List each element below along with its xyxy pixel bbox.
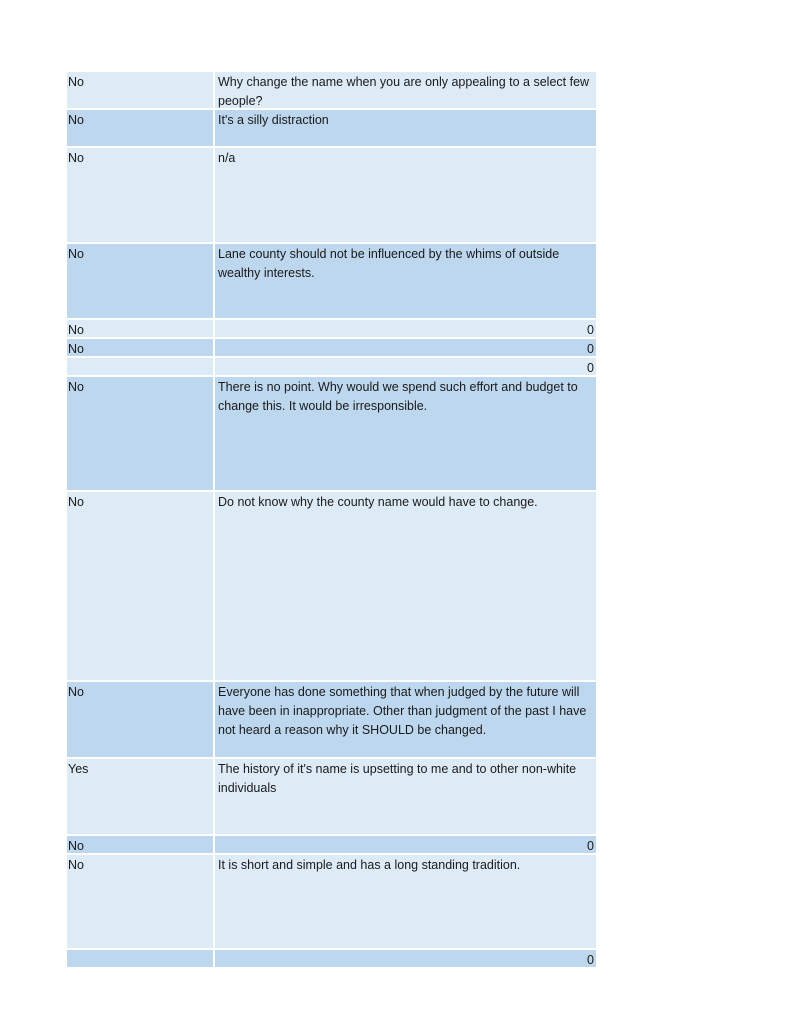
- table-row: [67, 339, 596, 358]
- answer-cell: No: [67, 244, 215, 318]
- table-row: [67, 759, 596, 836]
- table-row: [67, 377, 596, 492]
- answer-cell: No: [67, 492, 215, 680]
- answer-cell: [67, 950, 215, 967]
- answer-cell: No: [67, 836, 215, 853]
- answer-cell: No: [67, 682, 215, 757]
- comment-cell: 0: [587, 342, 594, 356]
- table-row: [67, 320, 596, 339]
- spreadsheet-table: [67, 72, 596, 969]
- comment-cell: The history of it's name is upsetting to me and to other non-white individuals: [218, 762, 577, 795]
- answer-cell: [67, 358, 215, 375]
- answer-cell: No: [67, 377, 215, 490]
- comment-cell: 0: [587, 323, 594, 337]
- answer-cell: No: [67, 72, 215, 108]
- comment-cell: Why change the name when you are only appealing to a select few people?: [218, 75, 590, 108]
- comment-cell: n/a: [218, 151, 236, 165]
- answer-cell: No: [67, 320, 215, 337]
- table-row: [67, 358, 596, 377]
- answer-cell: No: [67, 339, 215, 356]
- comment-cell: Do not know why the county name would have to change.: [218, 495, 538, 509]
- table-row: [67, 855, 596, 950]
- comment-cell: 0: [587, 953, 594, 967]
- table-row: [67, 148, 596, 244]
- table-row: [67, 492, 596, 682]
- table-row: [67, 682, 596, 759]
- table-row: [67, 836, 596, 855]
- table-row: [67, 110, 596, 148]
- comment-cell: It's a silly distraction: [218, 113, 329, 127]
- comment-cell: 0: [587, 361, 594, 375]
- comment-cell: Lane county should not be influenced by the whims of outside wealthy interests.: [218, 247, 560, 280]
- answer-cell: Yes: [67, 759, 215, 834]
- comment-cell: Everyone has done something that when judged by the future will have been in inappropriate. Other than judgment of the past I have not heard a reason why it SHOULD be changed.: [218, 685, 587, 737]
- table-row: [67, 950, 596, 969]
- answer-cell: No: [67, 855, 215, 948]
- comment-cell: 0: [587, 839, 594, 853]
- table-row: [67, 244, 596, 320]
- table-row: [67, 72, 596, 110]
- answer-cell: No: [67, 148, 215, 242]
- answer-cell: No: [67, 110, 215, 146]
- comment-cell: There is no point. Why would we spend such effort and budget to change this. It would be irresponsible.: [218, 380, 578, 413]
- comment-cell: It is short and simple and has a long standing tradition.: [218, 858, 521, 872]
